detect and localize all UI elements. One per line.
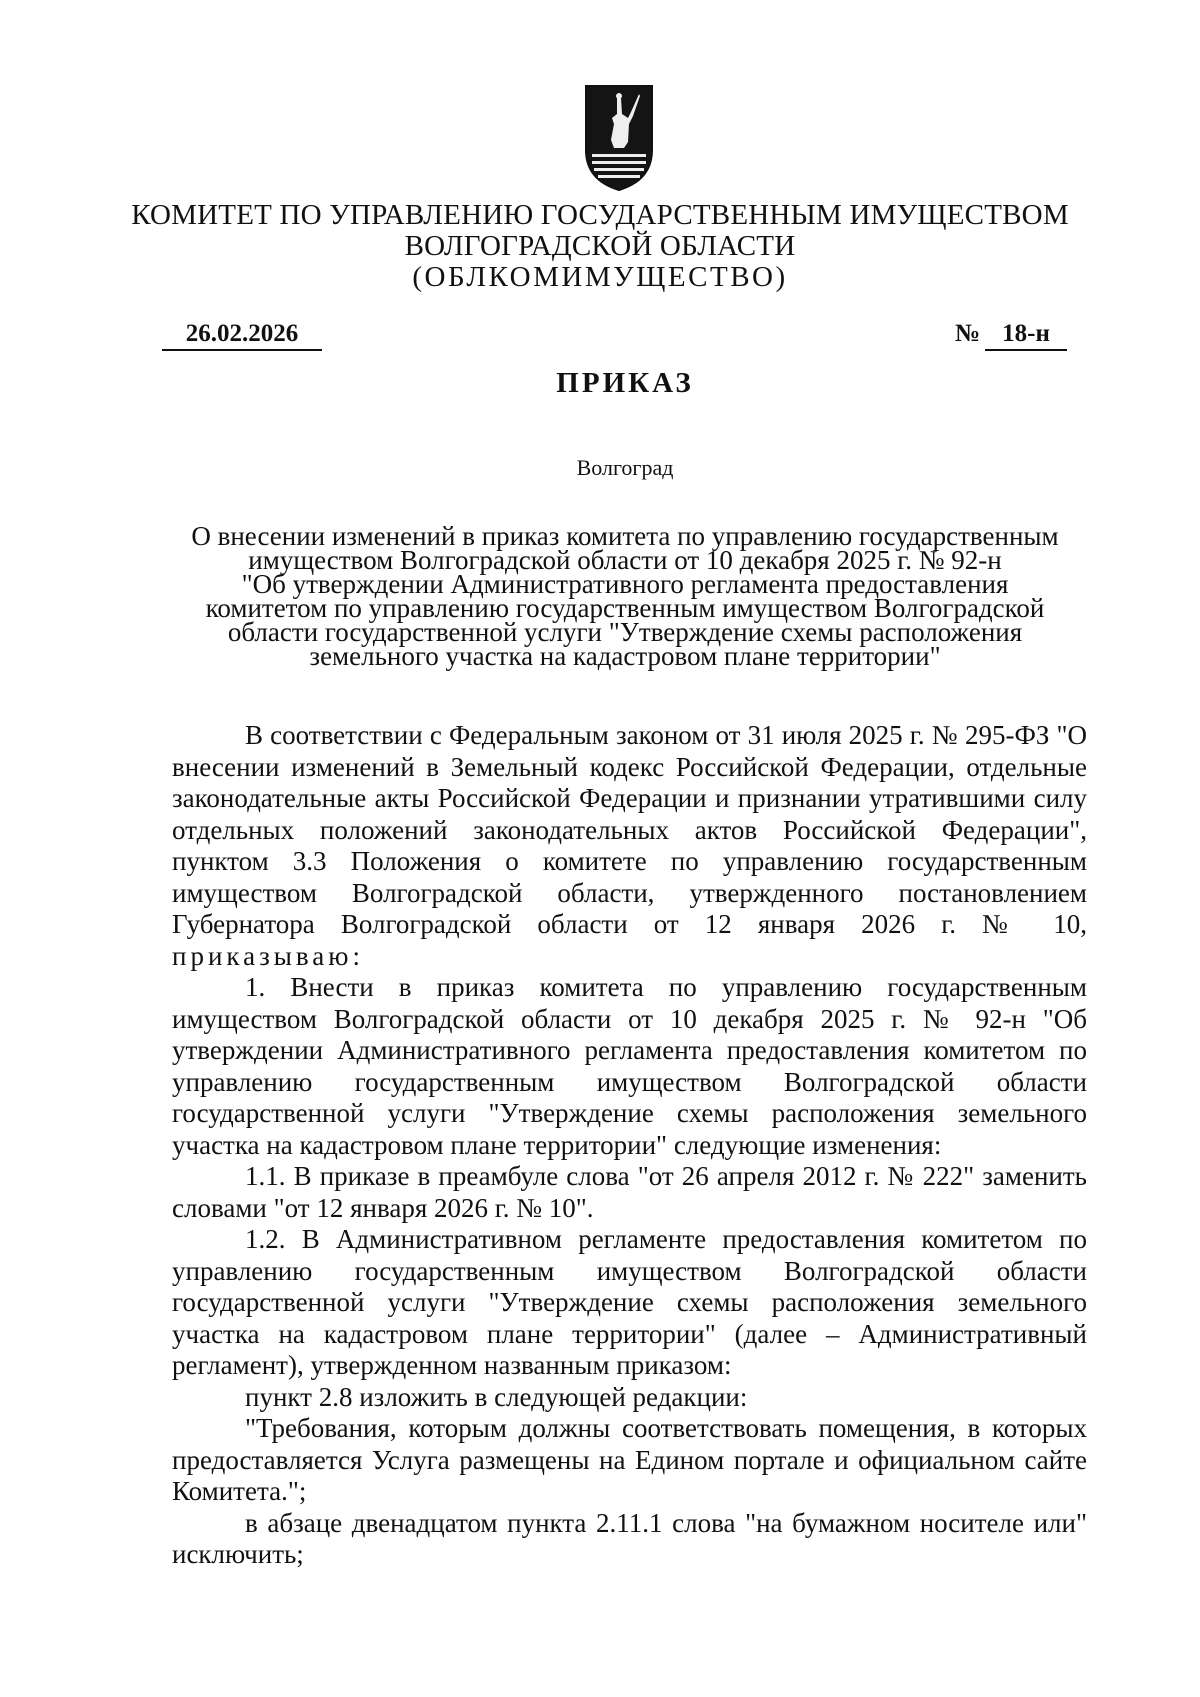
subject-line: комитетом по управлению государственным имуществом Волгоградской — [205, 593, 1045, 623]
subject-line: О внесении изменений в приказ комитета по управлению государственным — [191, 521, 1059, 551]
order-body — [172, 720, 1087, 1571]
org-abbreviation: (ОБЛКОМИМУЩЕСТВО) — [412, 261, 788, 293]
organization-name — [100, 200, 1100, 293]
item-1-paragraph: 1. Внести в приказ комитета по управлению государственным имуществом Волгоградской области от 10 декабря 2025 г. № 92-н "Об утверждении Административного регламента предоставления комитетом по управлению государственным имуществом Волгоградской области государственной услуги "Утверждение схемы расположения земельного участка на кадастровом плане территории" следующие изменения: — [172, 972, 1087, 1160]
clause-2-8-paragraph: пункт 2.8 изложить в следующей редакции: — [245, 1381, 748, 1412]
item-1-1-paragraph: 1.1. В приказе в преамбуле слова "от 26 апреля 2012 г. № 222" заменить словами "от 12 января 2026 г. № 10". — [172, 1161, 1087, 1223]
item-1-2-paragraph: 1.2. В Административном регламенте предоставления комитетом по управлению государственным имуществом Волгоградской области государственной услуги "Утверждение схемы расположения земельного участка на кадастровом плане территории" (далее – Административный регламент), утвержденном названным приказом: — [172, 1224, 1087, 1380]
subject-line: земельного участка на кадастровом плане территории" — [309, 641, 941, 671]
order-subject — [160, 521, 1090, 671]
order-date: 26.02.2026 — [162, 319, 322, 351]
subject-line: области государственной услуги "Утверждение схемы расположения — [227, 617, 1023, 647]
clause-2-11-1-paragraph: в абзаце двенадцатом пункта 2.11.1 слова "на бумажном носителе или" исключить; — [172, 1507, 1087, 1569]
clause-2-8-text-paragraph: "Требования, которым должны соответствовать помещения, в которых предоставляется Услуга размещены на Едином портале и официальном сайте Комитета."; — [172, 1413, 1087, 1506]
subject-line: "Об утверждении Административного регламента предоставления — [241, 569, 1009, 599]
number-sign: № — [955, 320, 981, 347]
coat-of-arms-emblem — [584, 84, 654, 192]
preamble-paragraph — [172, 720, 1087, 972]
org-line-1: КОМИТЕТ ПО УПРАВЛЕНИЮ ГОСУДАРСТВЕННЫМ ИМУЩЕСТВОМ — [131, 199, 1069, 231]
order-verb: приказываю: — [172, 940, 364, 971]
subject-line: имуществом Волгоградской области от 10 декабря 2025 г. № 92-н — [248, 545, 1002, 575]
org-line-2: ВОЛГОГРАДСКОЙ ОБЛАСТИ — [404, 230, 796, 262]
order-number: 18-н — [985, 319, 1067, 351]
preamble-text: В соответствии с Федеральным законом от 31 июля 2025 г. № 295-ФЗ "О внесении изменений в Земельный кодекс Российской Федерации, отдельные законодательные акты Российской Федерации и признании утратившими силу отдельных положений законодательных актов Российской Федерации", пунктом 3.3 Положения о комитете по управлению государственным имуществом Волгоградской области, утвержденного постановлением Губернатора Волгоградской области от 12 января 2026 г. № 10, — [172, 720, 1087, 939]
city-name: Волгоград — [576, 455, 674, 480]
order-title: ПРИКАЗ — [556, 367, 694, 399]
